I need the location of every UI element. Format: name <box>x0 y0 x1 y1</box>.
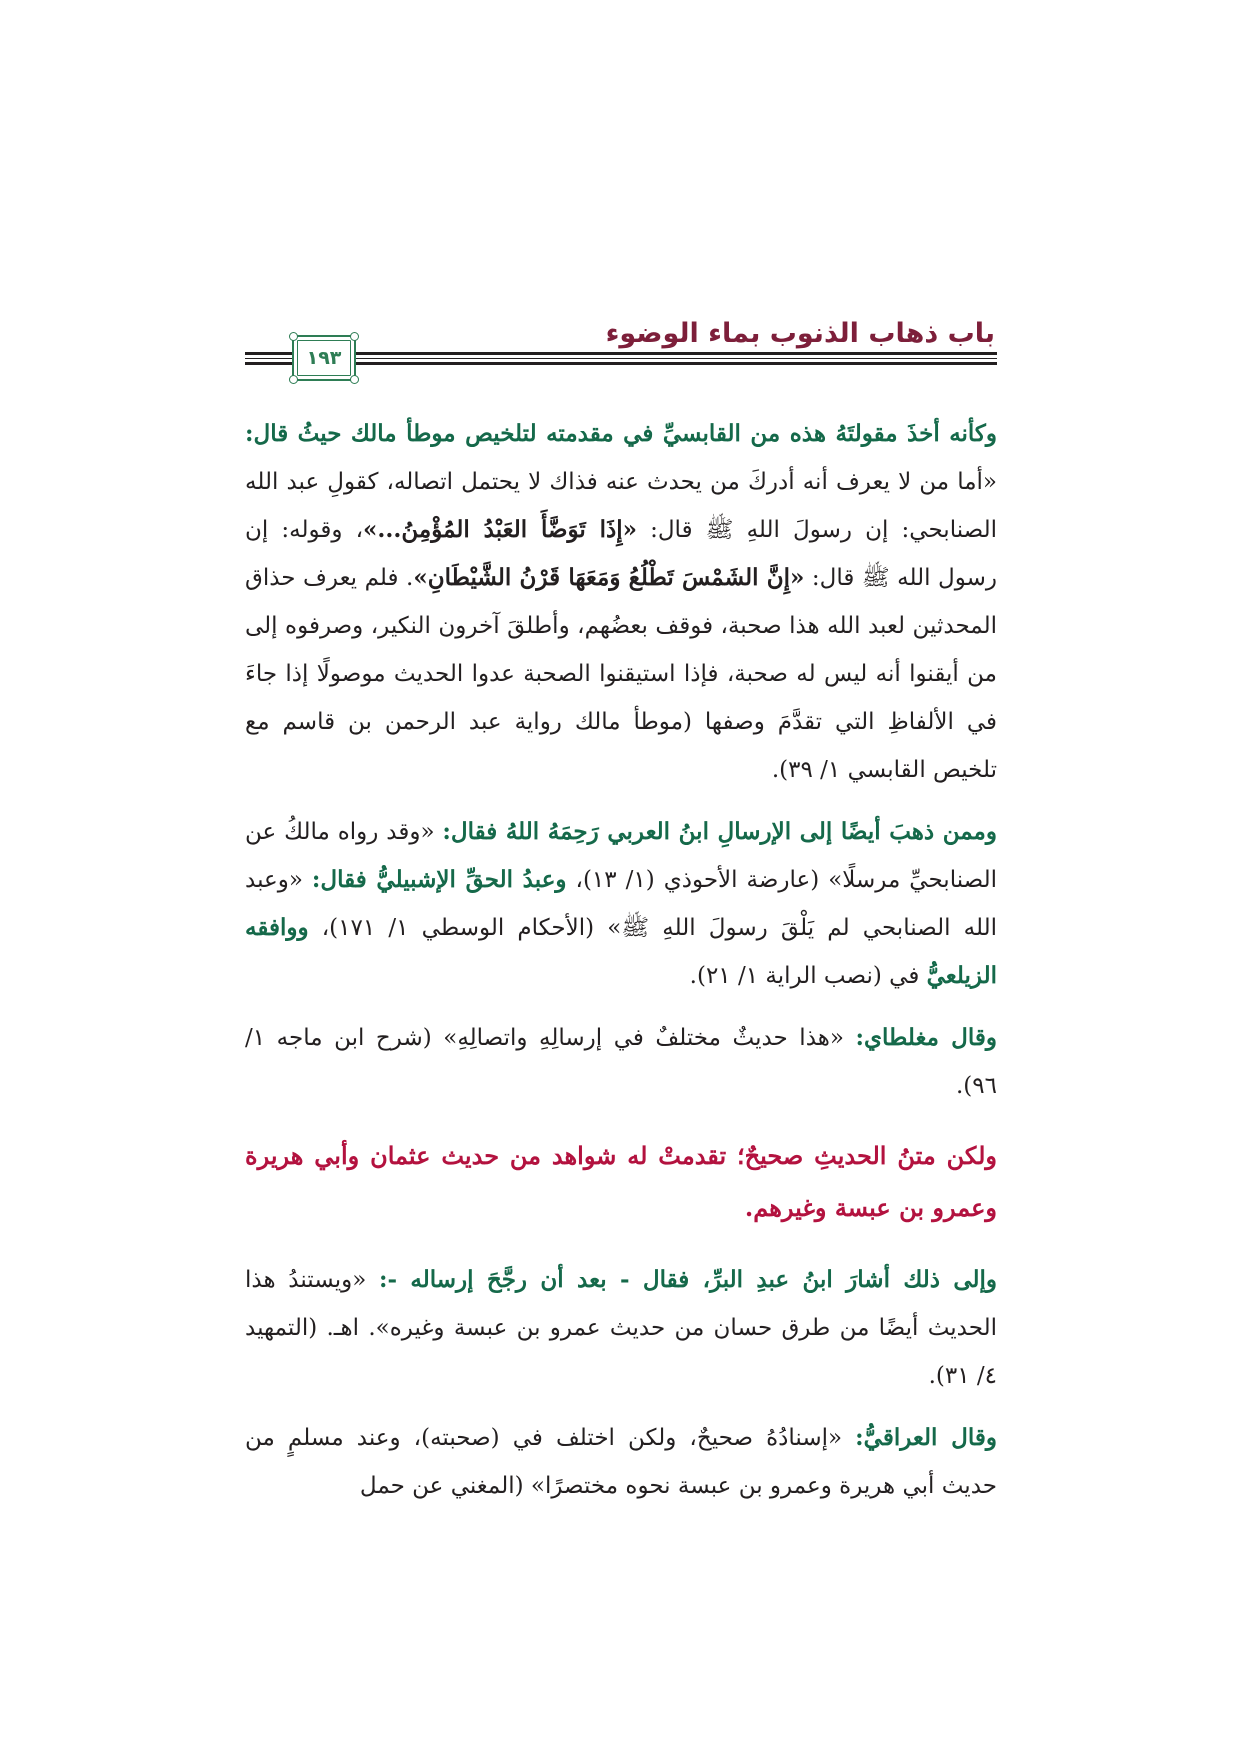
paragraph-text: «هذا حديثٌ مختلفٌ في إرسالِهِ واتصالِهِ» (شرح ابن ماجه ١/ ٩٦). <box>245 1025 997 1099</box>
body-text <box>245 410 997 1524</box>
hadith-quote: «إِنَّ الشَمْسَ تَطْلُعُ وَمَعَهَا قَرْنُ الشَّيْطَانِ» <box>413 564 805 591</box>
paragraph-lead: ووافقه الزيلعيُّ <box>245 914 997 989</box>
paragraph-text: ، وقوله: إن رسول الله ﷺ قال: <box>245 517 997 591</box>
paragraph-text: «إسنادُهُ صحيحٌ، ولكن اختلف في (صحبته)، وعند مسلمٍ من حديث أبي هريرة وعمرو بن عبسة نحوه مختصرًا» (المغني عن حمل <box>245 1425 997 1499</box>
paragraph-text: «أما من لا يعرف أنه أدركَ من يحدث عنه فذاك لا يحتمل اتصاله، كقولِ عبد الله الصنابحي: إن رسولَ اللهِ ﷺ قال: <box>245 469 997 543</box>
paragraph-lead: وقال مغلطاي: <box>855 1024 997 1051</box>
paragraph-lead: وعبدُ الحقِّ الإشبيليُّ فقال: <box>311 866 567 893</box>
paragraph-text: . فلم يعرف حذاق المحدثين لعبد الله هذا صحبة، فوقف بعضُهم، وأطلقَ آخرون النكير، وصرفوه إلى من أيقنوا أنه ليس له صحبة، فإذا استيقنوا الصحبة عدوا الحديث موصولًا إذا جاءَ في الألفاظِ التي تقدَّمَ وصفها (موطأ مالك رواية عبد الرحمن بن قاسم مع تلخيص القابسي ١/ ٣٩). <box>245 565 997 783</box>
paragraph-lead: وممن ذهبَ أيضًا إلى الإرسالِ ابنُ العربي رَحِمَهُ اللهُ فقال: <box>442 818 997 845</box>
paragraph-mughaltay <box>245 1014 997 1110</box>
paragraph-qabisi <box>245 410 997 794</box>
paragraph-lead: وكأنه أخذَ مقولتَهُ هذه من القابسيِّ في مقدمته لتلخيص موطأ مالك حيثُ قال: <box>245 420 997 447</box>
chapter-title: باب ذهاب الذنوب بماء الوضوء <box>605 318 995 349</box>
paragraph-ibn-abd-al-barr <box>245 1256 997 1400</box>
paragraph-text: في (نصب الراية ١/ ٢١). <box>689 963 927 989</box>
badge-ornament-icon <box>289 332 298 341</box>
paragraph-text: «ويستندُ هذا الحديث أيضًا من طرق حسان من حديث عمرو بن عبسة وغيره». اهـ. (التمهيد ٤/ ٣١). <box>245 1267 997 1389</box>
paragraph-ibn-al-arabi <box>245 808 997 1000</box>
paragraph-lead: وإلى ذلك أشارَ ابنُ عبدِ البرِّ، فقال - بعد أن رجَّحَ إرساله -: <box>378 1266 997 1293</box>
paragraph-lead: وقال العراقيُّ: <box>855 1424 998 1451</box>
page-number: ١٩٣ <box>306 347 342 369</box>
header-rule-middle <box>245 358 997 359</box>
paragraph-iraqi <box>245 1414 997 1510</box>
page-number-badge <box>292 335 356 381</box>
hadith-quote: «إِذَا تَوَضَّأَ العَبْدُ المُؤْمِنُ...» <box>363 516 637 543</box>
badge-ornament-icon <box>350 332 359 341</box>
paragraph-text: «وقد رواه مالكُ عن الصنابحيِّ مرسلًا» (عارضة الأحوذي (١/ ١٣)، <box>245 819 997 893</box>
header-rule-top <box>245 352 997 355</box>
paragraph-text: «وعبد الله الصنابحي لم يَلْقَ رسولَ اللهِ ﷺ» (الأحكام الوسطي ١/ ١٧١)، <box>245 867 997 941</box>
badge-ornament-icon <box>289 375 298 384</box>
header-rule-bottom <box>245 362 997 365</box>
paragraph-conclusion: ولكن متنُ الحديثِ صحيحٌ؛ تقدمتْ له شواهد من حديث عثمان وأبي هريرة وعمرو بن عبسة وغيرهم. <box>245 1141 998 1222</box>
badge-ornament-icon <box>350 375 359 384</box>
